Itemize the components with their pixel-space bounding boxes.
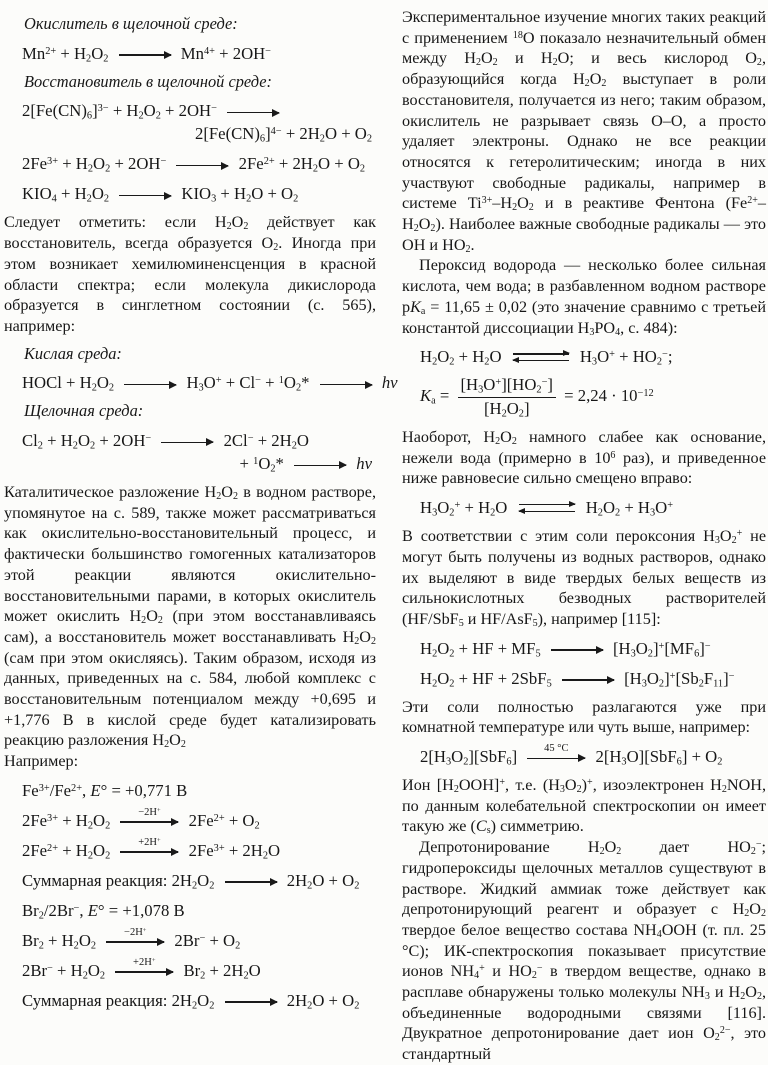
reaction-arrow-icon: [124, 382, 176, 385]
labeled-reaction-arrow-icon: +2H+: [120, 850, 178, 853]
equation: [4, 899, 376, 922]
italic-heading: Кислая среда:: [24, 343, 122, 363]
equation: [4, 956, 376, 982]
equation: [402, 496, 766, 519]
paragraph: Депротонирование $H_2O_2$ дает $HO_2^-$; гидропероксиды щелочных металлов существуют в растворе. Жидкий аммиак тоже действует как депротонирующий реагент и образует с $H_2O_2$ твердое белое вещество состава $NH_4OOH$ (т. пл. 25 °C); ИК-спектроскопия показывает присутствие ионов $NH_4^+$ и $HO_2^-$ в твердом веществе, однако в расплаве обнаружены только молекулы $NH_3$ и $H_2O_2$, объединенные водородными связями [116]. Двукратное депротонирование дает ион $O_2^{2-}$, это стандартный: [402, 838, 767, 1064]
equilibrium-arrow-icon: [519, 504, 575, 512]
equation-line: Суммарная реакция: $2H_2O_2$ $2H_2O + O_2$: [22, 990, 360, 1012]
equation-line: $2[H_3O_2][SbF_6]$ 45 °C $2[H_3O][SbF_6] + O_2$: [420, 743, 723, 768]
paragraph: Следует отметить: если $H_2O_2$ действует как восстановитель, всегда образуется $O_2$. Иногда при этом возникает хемилюминенсценция в красной области спектра; если молекула дикислорода образуется в синглетном состоянии (с. 565), например:: [4, 213, 377, 335]
equation-line: $2[Fe(CN)_6]^{4-} + 2H_2O + O_2$: [195, 124, 372, 145]
equation-line: $H_2O_2 + H_2O$ $H_3O^+ + HO_2^-$;: [420, 347, 673, 368]
reaction-arrow-icon: [227, 110, 279, 113]
equation-line: $Br_2 + H_2O_2$ −2H+ $2Br^- + O_2$: [22, 926, 241, 952]
equation: [402, 667, 766, 690]
equation-line: Суммарная реакция: $2H_2O_2$ $2H_2O + O_2$: [22, 870, 360, 892]
equation: [4, 869, 376, 892]
equation: [402, 637, 766, 660]
equation-line: $Fe^{3+}/Fe^{2+}$, E° = +0,771 В: [22, 780, 188, 800]
paragraph: Каталитическое разложение $H_2O_2$ в водном растворе, упомянутое на с. 589, также может рассматриваться как окислительно-восстановительный процесс, и фактически большинство гомогенных катализаторов этой реакции являются окислительно-восстановительными парами, в которых окислитель может окислить $H_2O_2$ (при этом восстанавливаясь сам), а восстановитель может восстанавливать $H_2O_2$ (сам при этом окисляясь). Таким образом, исходя из данных, приведенных на с. 584, любой комплекс с восстановительным потенциалом между +0,695 и +1,776 В в кислой среде будет катализировать реакцию разложения $H_2O_2$: [4, 483, 377, 751]
equation-line: $KIO_4 + H_2O_2$ $KIO_3 + H_2O + O_2$: [22, 184, 299, 205]
italic-heading: Окислитель в щелочной среде:: [24, 14, 238, 33]
reaction-arrow-icon: [225, 1000, 277, 1003]
equation: [4, 429, 376, 475]
equation: [4, 779, 376, 802]
equation: [4, 806, 376, 832]
paragraph: Например:: [4, 752, 79, 771]
equation: [402, 345, 766, 368]
reaction-arrow-icon: [225, 880, 277, 883]
labeled-reaction-arrow-icon: 45 °C: [527, 756, 585, 759]
equation: [4, 152, 376, 175]
equation-line: $2Fe^{3+} + H_2O_2$ −2H+ $2Fe^{2+} + O_2$: [22, 806, 260, 832]
paragraph: Пероксид водорода — несколько более сильная кислота, чем вода; в разбавленном водном растворе $pK_a = 11,65 \pm 0,02$ (это значение сравнимо с третьей константой диссоциации $H_3PO_4$, с. 484):: [402, 256, 766, 338]
reaction-arrow-icon: [320, 382, 372, 385]
equation-line: $Cl_2 + H_2O_2 + 2OH^-$ $2Cl^- + 2H_2O$: [22, 431, 309, 452]
labeled-reaction-arrow-icon: −2H+: [106, 940, 164, 943]
reaction-arrow-icon: [562, 678, 614, 681]
labeled-reaction-arrow-icon: +2H+: [115, 970, 173, 973]
equation-line: $K_a$ = $\frac{[H_3O^+][HO_2^-]}{[H_2O_2]}$ = $2,24 \cdot 10^{-12}$: [420, 375, 654, 420]
equation: [402, 745, 766, 768]
italic-heading: Восстановитель в щелочной среде:: [24, 71, 273, 91]
equation: [4, 989, 376, 1012]
equation-line: $Br_2/2Br^-$, E° = +1,078 В: [22, 900, 185, 922]
equation-line: $2Fe^{2+} + H_2O_2$ +2H+ $2Fe^{3+} + 2H_2O$: [22, 836, 281, 862]
equation: [4, 836, 376, 862]
equation: [4, 99, 376, 145]
equation-line: $H_2O_2$ + HF + $MF_5$ $[H_3O_2]^+[MF_6]^-$: [420, 638, 711, 659]
paragraph: Экспериментальное изучение многих таких реакций с применением $^{18}$O показало незначительный обмен между $H_2O_2$ и $H_2O$; и весь кислород $O_2$, образующийся когда $H_2O_2$ выступает в роли восстановителя, получается из него; таким образом, окислитель не разрывает связь O–O, а просто удаляет электроны. Однако не все реакции относятся к гетеролитическим; иногда в них участвуют свободные радикалы, например в системе $Ti^{3+}-H_2O_2$ и в реактиве Фентона $(Fe^{2+}-H_2O_2)$. Наиболее важные свободные радикалы — это OH и $HO_2$.: [402, 8, 766, 255]
paragraph: Ион $[H_2OOH]^+$, т.е. $(H_3O_2)^+$, изоэлектронен $H_2NOH$, по данным колебательной спектроскопии он имеет такую же $(C_s)$ симметрию.: [402, 776, 767, 837]
reaction-arrow-icon: [294, 463, 346, 466]
equation-line: $2[Fe(CN)_6]^{3-} + H_2O_2 + 2OH^-$: [22, 99, 376, 122]
equation-line: HOCl + $H_2O_2$ $H_3O^+ + Cl^- + ^1O_2*$ hν: [22, 373, 398, 394]
paragraph: Эти соли полностью разлагаются уже при комнатной температуре или чуть выше, например:: [402, 697, 766, 737]
left-column: [4, 7, 398, 1065]
equation: [4, 371, 398, 394]
equilibrium-arrow-icon: [513, 353, 569, 361]
equation-line: $2Br^- + H_2O_2$ +2H+ $Br_2 + 2H_2O$: [22, 956, 261, 982]
equation-line: $H_3O_2^+ + H_2O$ $H_2O_2 + H_3O^+$: [420, 498, 674, 519]
equation: [4, 926, 376, 952]
reaction-arrow-icon: [176, 163, 228, 166]
equation: [4, 182, 376, 205]
right-column: [402, 7, 766, 1065]
reaction-arrow-icon: [119, 53, 171, 56]
reaction-arrow-icon: [119, 193, 171, 196]
equation-line: + $^1O_2*$ hν: [239, 454, 372, 475]
reaction-arrow-icon: [161, 440, 213, 443]
paragraph: В соответствии с этим соли пероксония $H_3O_2^+$ не могут быть получены из водных растворов, однако их выделяют в виде твердых белых веществ из сильнокислотных безводных растворителей (HF/SbF$_5$ и HF/AsF$_5$), например [115]:: [402, 527, 766, 630]
reaction-arrow-icon: [551, 648, 603, 651]
equation-line: $Mn^{2+} + H_2O_2$ $Mn^{4+} + 2OH^-$: [22, 43, 272, 64]
labeled-reaction-arrow-icon: −2H+: [120, 820, 178, 823]
equation-line: $H_2O_2$ + HF + 2SbF$_5$ $[H_3O_2]^+[Sb_2F_{11}]^-$: [420, 668, 735, 689]
italic-heading: Щелочная среда:: [24, 401, 144, 421]
fraction: $\frac{[H_3O^+][HO_2^-]}{[H_2O_2]}$: [458, 375, 556, 420]
equation: [402, 375, 766, 420]
equation-line: $2Fe^{3+} + H_2O_2 + 2OH^-$ $2Fe^{2+} + 2H_2O + O_2$: [22, 154, 366, 175]
equation: [4, 42, 376, 65]
paragraph: Наоборот, $H_2O_2$ намного слабее как основание, нежели вода (примерно в $10^6$ раз), и приведенное ниже равновесие сильно смещено вправо:: [402, 428, 766, 488]
